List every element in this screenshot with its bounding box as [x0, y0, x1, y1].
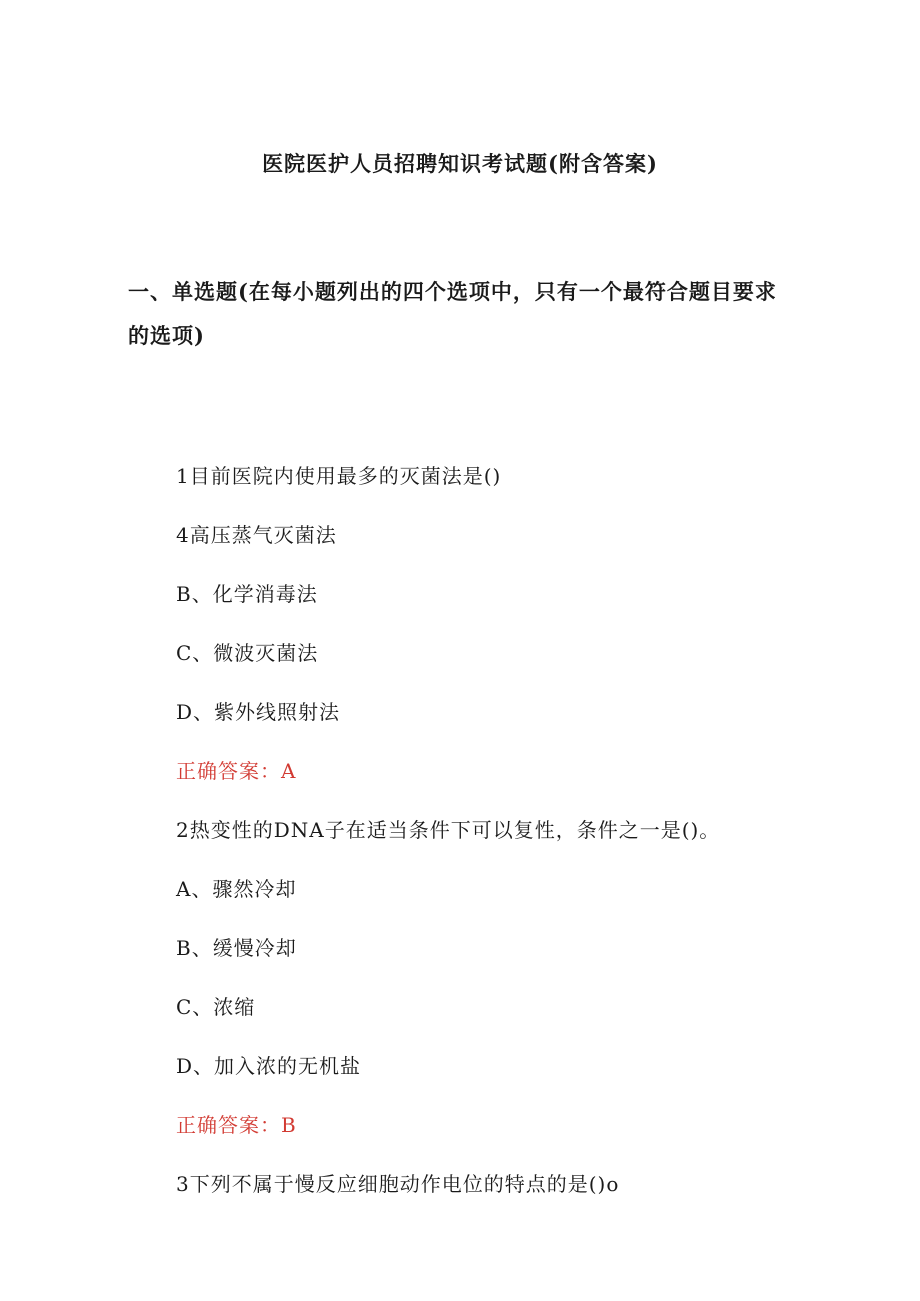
option-2a: A、骤然冷却 — [176, 877, 297, 901]
option-1b: B、化学消毒法 — [176, 582, 318, 606]
question-1: 1目前医院内使用最多的灭菌法是() — [176, 464, 502, 488]
page-title: 医院医护人员招聘知识考试题(附含答案) — [262, 151, 658, 176]
answer-2: 正确答案：B — [176, 1113, 297, 1137]
section-heading: 一、单选题(在每小题列出的四个选项中，只有一个最符合题目要求的选项) — [128, 279, 777, 348]
option-1d: D、紫外线照射法 — [176, 700, 341, 724]
option-2c: C、浓缩 — [176, 995, 256, 1019]
option-2b: B、缓慢冷却 — [176, 936, 297, 960]
option-2d: D、加入浓的无机盐 — [176, 1054, 362, 1078]
option-1c: C、微波灭菌法 — [176, 641, 319, 665]
question-3: 3下列不属于慢反应细胞动作电位的特点的是()o — [176, 1172, 620, 1196]
question-2: 2热变性的DNA子在适当条件下可以复性，条件之一是()。 — [176, 818, 721, 842]
option-1a: 4高压蒸气灭菌法 — [176, 523, 337, 547]
answer-1: 正确答案：A — [176, 759, 297, 783]
